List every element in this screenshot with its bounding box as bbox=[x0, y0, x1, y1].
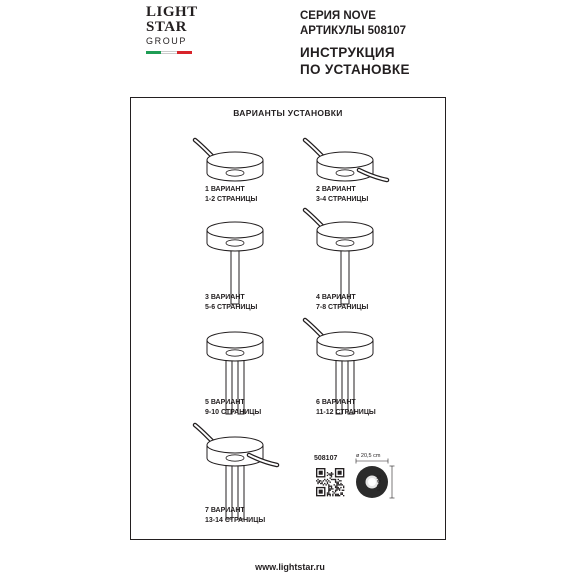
logo-text-star: STAR bbox=[146, 19, 187, 35]
variant-1-pages: 1-2 СТРАНИЦЫ bbox=[205, 196, 258, 203]
variant-5-pages: 9-10 СТРАНИЦЫ bbox=[205, 409, 262, 416]
variant-5-name: 5 ВАРИАНТ bbox=[205, 399, 245, 406]
product-article: 508107 bbox=[314, 455, 338, 462]
variant-6-name: 6 ВАРИАНТ bbox=[316, 399, 356, 406]
variant-3-drawing bbox=[207, 222, 263, 304]
variant-1-caption bbox=[205, 185, 257, 205]
variant-3-pages: 5-6 СТРАНИЦЫ bbox=[205, 304, 258, 311]
variant-3-name: 3 ВАРИАНТ bbox=[205, 294, 245, 301]
variant-1-name: 1 ВАРИАНТ bbox=[205, 186, 245, 193]
variant-4-name: 4 ВАРИАНТ bbox=[316, 294, 356, 301]
variant-4-drawing bbox=[305, 210, 373, 304]
variant-2-caption bbox=[316, 185, 368, 205]
article-numbers: АРТИКУЛЫ 508107 bbox=[300, 25, 407, 37]
variant-5-caption bbox=[205, 398, 261, 418]
diameter-label: ø 20,5 cm bbox=[356, 453, 381, 459]
variant-1-drawing bbox=[195, 140, 263, 181]
logo-text-light: LIGHT bbox=[146, 4, 198, 20]
variant-4-pages: 7-8 СТРАНИЦЫ bbox=[316, 304, 369, 311]
variant-7-caption bbox=[205, 506, 265, 526]
variant-6-pages: 11-12 СТРАНИЦЫ bbox=[316, 409, 376, 416]
variant-7-drawing bbox=[195, 425, 277, 519]
qr-code-icon bbox=[316, 468, 344, 496]
variant-6-caption bbox=[316, 398, 376, 418]
series-label: СЕРИЯ NOVE bbox=[300, 10, 376, 22]
variant-2-pages: 3-4 СТРАНИЦЫ bbox=[316, 196, 369, 203]
panel-title: ВАРИАНТЫ УСТАНОВКИ bbox=[233, 108, 343, 118]
website-link[interactable]: www.lightstar.ru bbox=[255, 562, 325, 572]
logo-text-group: GROUP bbox=[146, 36, 188, 46]
instruction-title: ИНСТРУКЦИЯ bbox=[300, 45, 395, 60]
variant-3-caption bbox=[205, 293, 257, 313]
height-label: 5,5 cm bbox=[375, 475, 381, 492]
variant-4-caption bbox=[316, 293, 368, 313]
variant-2-name: 2 ВАРИАНТ bbox=[316, 186, 356, 193]
variant-7-name: 7 ВАРИАНТ bbox=[205, 507, 245, 514]
variant-2-drawing bbox=[305, 140, 387, 181]
variant-7-pages: 13-14 СТРАНИЦЫ bbox=[205, 517, 266, 524]
product-thumbnail bbox=[356, 466, 388, 498]
instruction-subtitle: ПО УСТАНОВКЕ bbox=[300, 62, 410, 77]
